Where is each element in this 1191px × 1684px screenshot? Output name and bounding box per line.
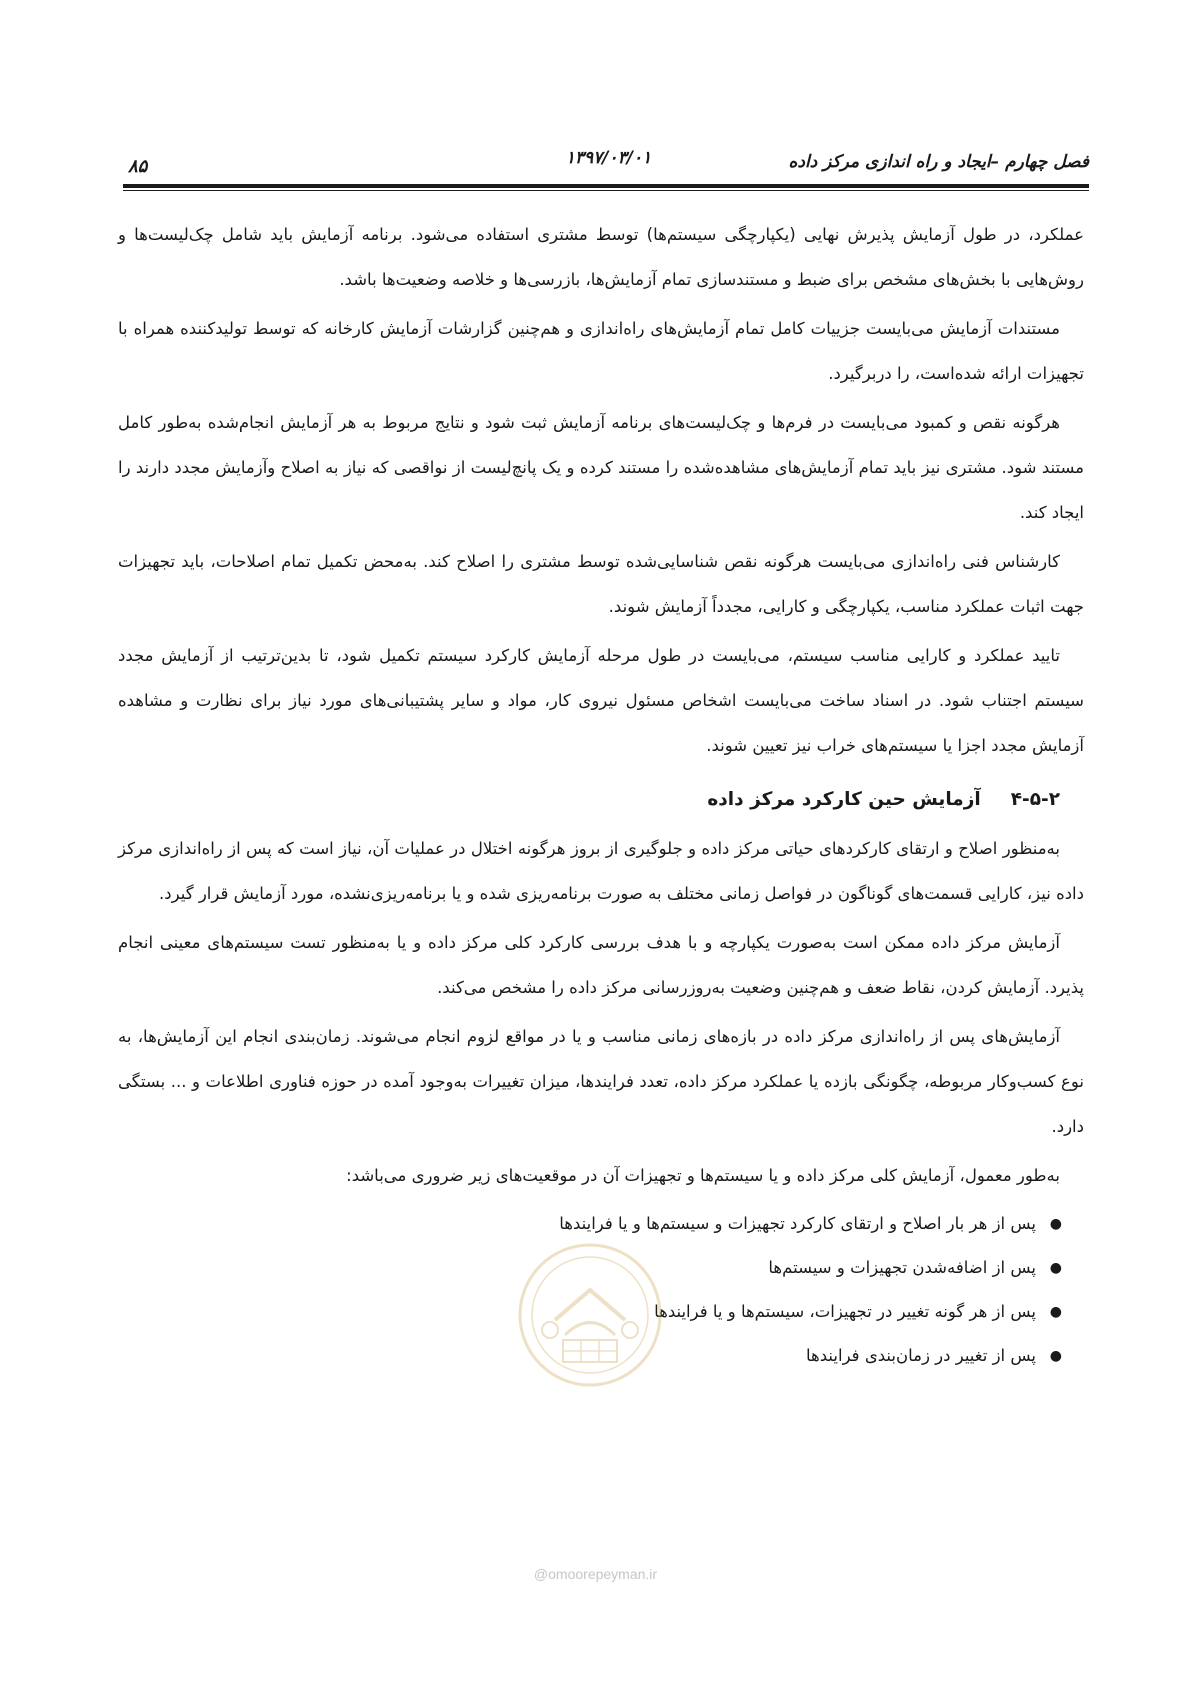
bullet-icon: ● bbox=[1049, 1304, 1062, 1320]
list-item bbox=[118, 1246, 1066, 1290]
list-intro: به‌طور معمول، آزمایش کلی مرکز داده و یا سیستم‌ها و تجهیزات آن در موقعیت‌های زیر ضروری می‌باشد: bbox=[346, 1166, 1060, 1185]
bullet-icon: ● bbox=[1049, 1348, 1062, 1364]
section-heading bbox=[118, 780, 1084, 820]
watermark-text: @omoorepeyman.ir bbox=[533, 1566, 658, 1582]
list-item bbox=[118, 1202, 1066, 1246]
bullet-icon: ● bbox=[1049, 1216, 1062, 1232]
paragraph: هرگونه نقص و کمبود می‌بایست در فرم‌ها و چک‌لیست‌های برنامه آزمایش ثبت شود و نتایج مربوط به هر آزمایش انجام‌شده به‌طور کامل مستند شود. مشتری نیز باید تمام آزمایش‌های مشاهده‌شده را مستند کرده و یک پانچ‌لیست از نواقصی که نیاز به اصلاح وآزمایش مجدد دارند را ایجاد کند. bbox=[118, 413, 1084, 522]
page-body bbox=[118, 212, 1084, 1378]
header-rule-thin bbox=[123, 190, 1089, 191]
list-item bbox=[118, 1290, 1066, 1334]
header-date: ۱۳۹۷/۰۳/۰۱ bbox=[565, 148, 652, 168]
section-number: ۴-۵-۲ bbox=[1010, 789, 1060, 810]
paragraph: مستندات آزمایش می‌بایست جزییات کامل تمام آزمایش‌های راه‌اندازی و هم‌چنین گزارشات آزمایش کارخانه که توسط تولیدکننده همراه با تجهیزات ارائه شده‌است، را دربرگیرد. bbox=[118, 319, 1084, 383]
list-item-text: پس از تغییر در زمان‌بندی فرایندها bbox=[806, 1346, 1036, 1365]
page-number: ۸۵ bbox=[128, 156, 148, 177]
bullet-icon: ● bbox=[1049, 1260, 1062, 1276]
paragraph: آزمایش‌های پس از راه‌اندازی مرکز داده در بازه‌های زمانی مناسب و یا در مواقع لزوم انجام می‌شوند. زمان‌بندی انجام این آزمایش‌ها، به نوع کسب‌وکار مربوطه، چگونگی بازده یا عملکرد مرکز داده، تعدد فرایندها، میزان تغییرات به‌وجود آمده در حوزه فناوری اطلاعات و ... بستگی دارد. bbox=[118, 1027, 1084, 1136]
paragraph: کارشناس فنی راه‌اندازی می‌بایست هرگونه نقص شناسایی‌شده توسط مشتری را اصلاح کند. به‌محض تکمیل تمام اصلاحات، باید تجهیزات جهت اثبات عملکرد مناسب، یکپارچگی و کارایی، مجدداً آزمایش شوند. bbox=[118, 552, 1084, 616]
header-rule-thick bbox=[123, 184, 1089, 188]
list-item-text: پس از اضافه‌شدن تجهیزات و سیستم‌ها bbox=[768, 1258, 1036, 1277]
list-item-text: پس از هر گونه تغییر در تجهیزات، سیستم‌ها و یا فرایندها bbox=[654, 1302, 1036, 1321]
paragraph: آزمایش مرکز داده ممکن است به‌صورت یکپارچه و با هدف بررسی کارکرد کلی مرکز داده و یا به‌منظور تست سیستم‌های معینی انجام پذیرد. آزمایش کردن، نقاط ضعف و هم‌چنین وضعیت به‌روزرسانی مرکز داده را مشخص می‌کند. bbox=[118, 933, 1084, 997]
paragraph: به‌منظور اصلاح و ارتقای کارکردهای حیاتی مرکز داده و جلوگیری از بروز هرگونه اختلال در عملیات آن، نیاز است که پس از راه‌اندازی مرکز داده نیز، کارایی قسمت‌های گوناگون در فواصل زمانی مختلف به صورت برنامه‌ریزی شده و یا برنامه‌ریزی‌نشده، مورد آزمایش قرار گیرد. bbox=[118, 839, 1084, 903]
list-item-text: پس از هر بار اصلاح و ارتقای کارکرد تجهیزات و سیستم‌ها و یا فرایندها bbox=[559, 1214, 1036, 1233]
paragraph: تایید عملکرد و کارایی مناسب سیستم، می‌بایست در طول مرحله آزمایش کارکرد سیستم تکمیل شود، تا بدین‌ترتیب از آزمایش مجدد سیستم اجتناب شود. در اسناد ساخت می‌بایست اشخاص مسئول نیروی کار، مواد و سایر پشتیبانی‌های مورد نیاز برای نظارت و مشاهده آزمایش مجدد اجزا یا سیستم‌های خراب نیز تعیین شوند. bbox=[118, 646, 1084, 755]
chapter-title: فصل چهارم –ایجاد و راه اندازی مرکز داده bbox=[788, 152, 1089, 172]
section-title: آزمایش حین کارکرد مرکز داده bbox=[707, 789, 981, 810]
list-item bbox=[118, 1334, 1066, 1378]
paragraph: عملکرد، در طول آزمایش پذیرش نهایی (یکپارچگی سیستم‌ها) توسط مشتری استفاده می‌شود. برنامه آزمایش باید شامل چک‌لیست‌ها و روش‌هایی با بخش‌های مشخص برای ضبط و مستندسازی تمام آزمایش‌ها، بازرسی‌ها و خلاصه وضعیت‌ها باشد. bbox=[118, 225, 1084, 289]
page-header bbox=[128, 148, 1089, 178]
bullet-list bbox=[118, 1202, 1084, 1378]
